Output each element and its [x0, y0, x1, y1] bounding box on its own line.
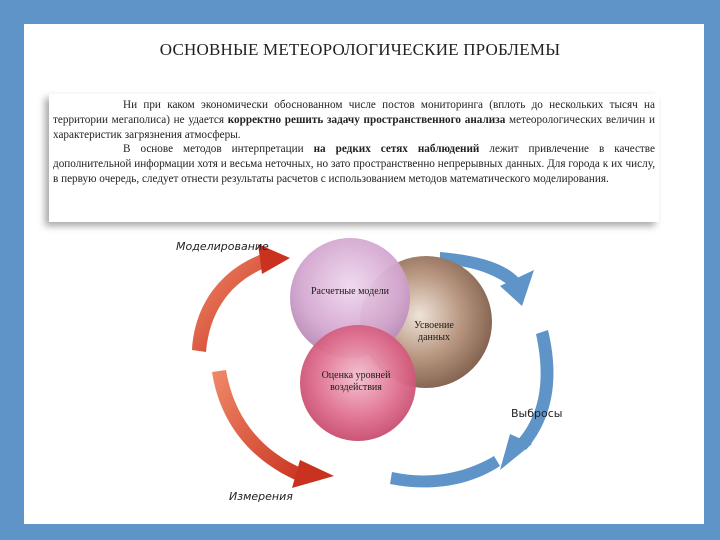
- circle-impact-label: Оценка уровней воздействия: [321, 370, 391, 393]
- paragraph-1-text-a: Ни при каком экономически обоснованном числе постов мониторинга (вплоть до нескольких тысяч на территории мегаполиса) не удается: [53, 99, 655, 126]
- label-emissions: Выбросы: [511, 407, 563, 420]
- paragraph-1-text-b: метеорологических величин и характеристик загрязнения атмосферы.: [53, 113, 655, 141]
- circle-assimilation-label: Усвоение данных: [414, 320, 454, 343]
- label-measurements: Измерения: [229, 490, 293, 503]
- circle-models-label: Расчетные модели: [311, 286, 389, 297]
- paragraph-1-bold: корректно решить задачу пространственного анализа: [227, 113, 506, 126]
- arrow-modeling: [192, 244, 290, 352]
- arrow-emissions: [500, 330, 553, 470]
- arrow-bottom: [390, 456, 500, 487]
- paragraph-2-text-b: лежит привлечение в качестве дополнительной информации хотя и весьма неточных, но зато пространственно непрерывных данных. Для города к их числу, в первую очередь, следует отнести результаты расчетов с использованием методов математического моделирования.: [53, 143, 655, 185]
- slide-title: ОСНОВНЫЕ МЕТЕОРОЛОГИЧЕСКИЕ ПРОБЛЕМЫ: [159, 40, 561, 59]
- paragraph-2-bold: на редких сетях наблюдений: [313, 143, 480, 156]
- label-modeling: Моделирование: [176, 240, 269, 253]
- paragraph-2-text-a: В основе методов интерпретации: [123, 143, 314, 156]
